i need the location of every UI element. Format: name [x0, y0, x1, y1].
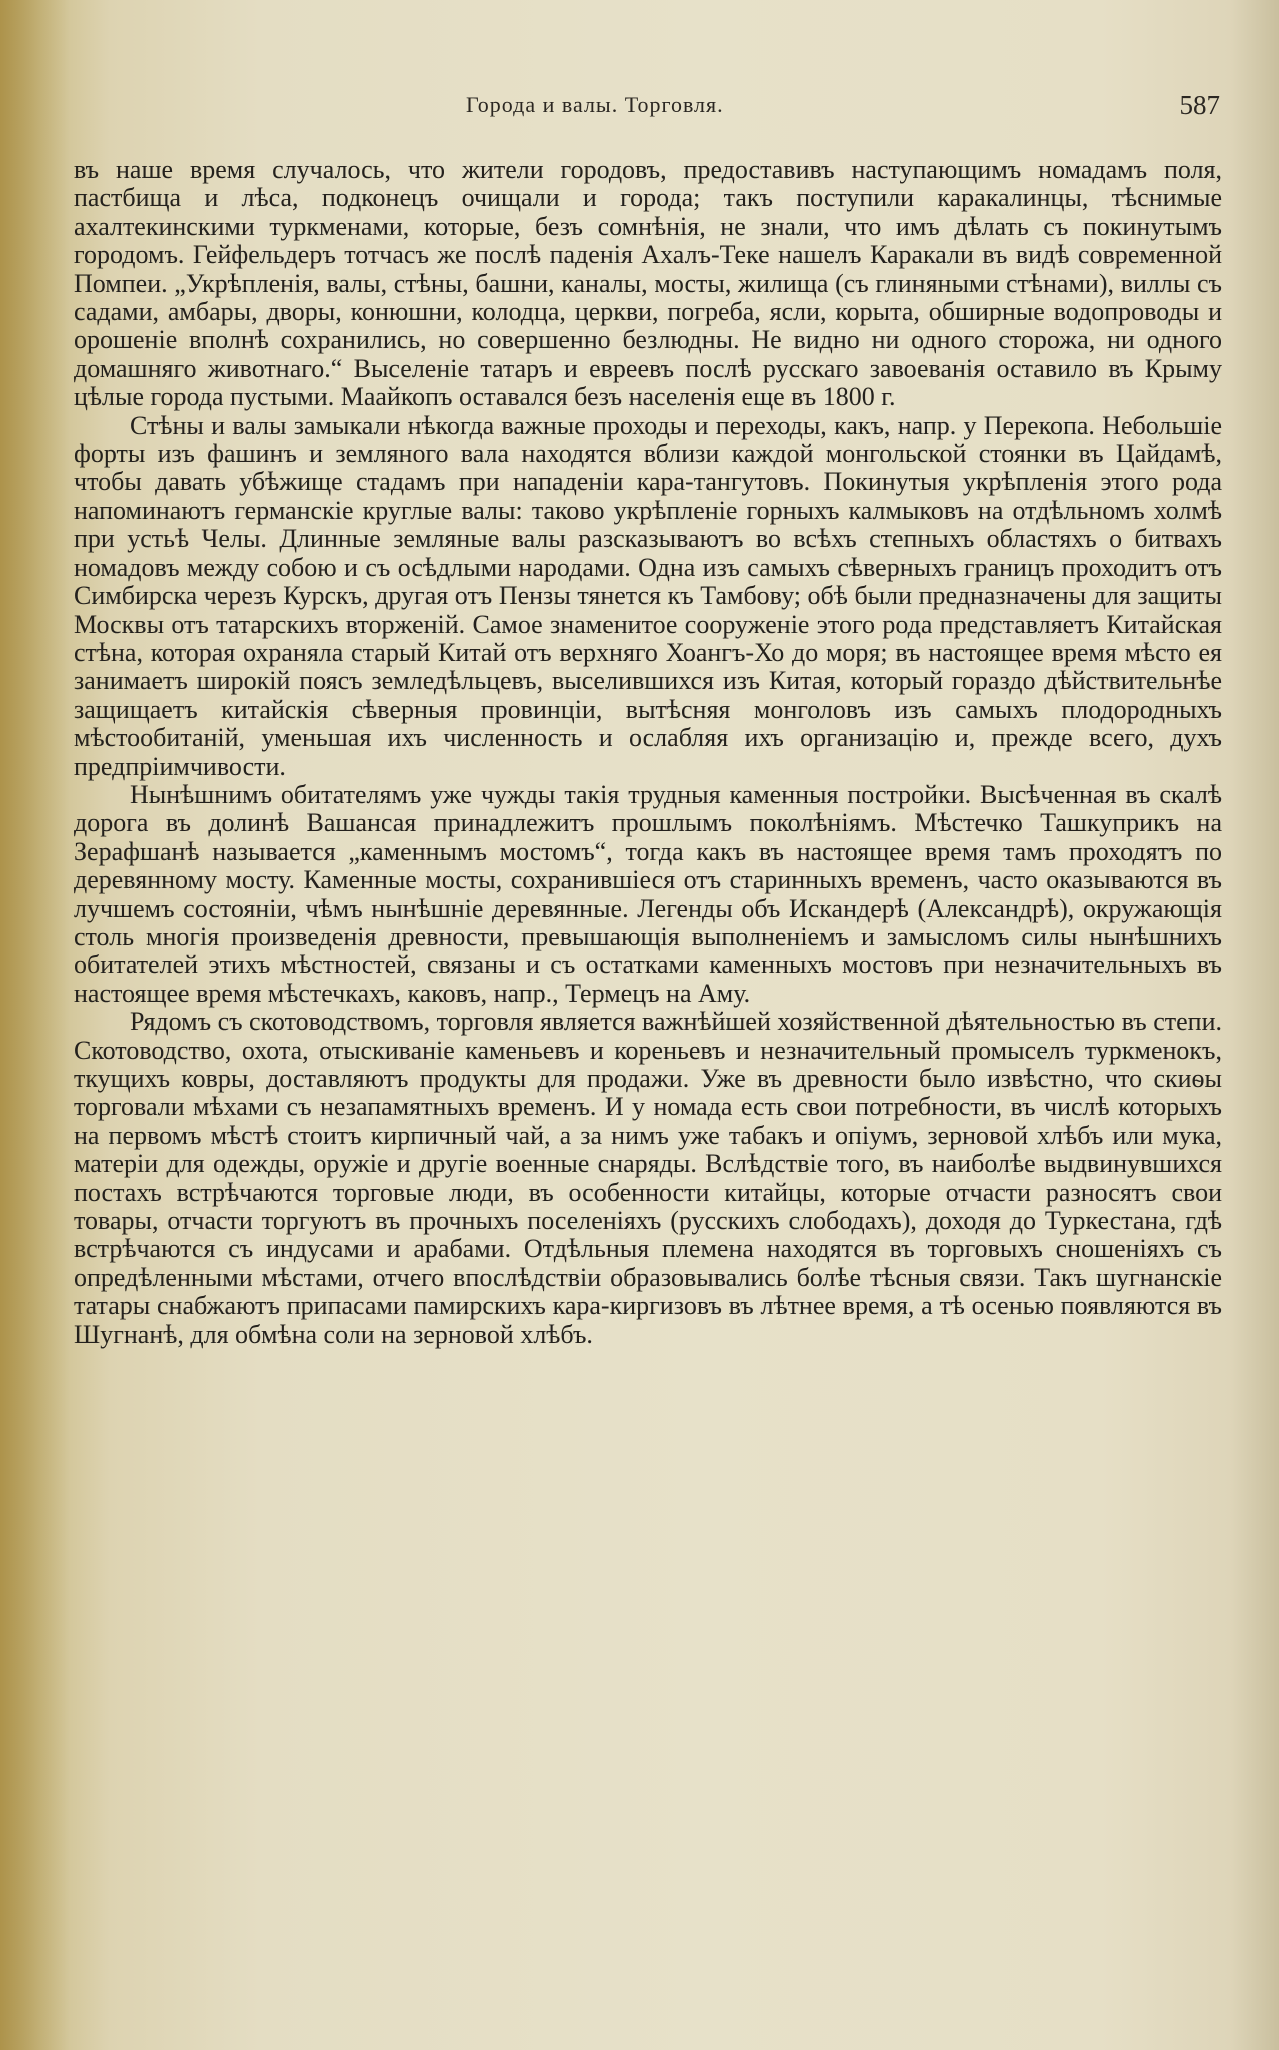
paragraph: Нынѣшнимъ обитателямъ уже чужды такія трудныя каменныя постройки. Высѣченная въ скалѣ дорога въ долинѣ Вашансая принадлежитъ прошлымъ поколѣніямъ. Мѣстечко Ташкуприкъ на Зерафшанѣ называется „каменнымъ мостомъ“, тогда какъ въ настоящее время тамъ проходятъ по деревянному мосту. Каменные мосты, сохранившіеся отъ старинныхъ временъ, часто оказываются въ лучшемъ состояніи, чѣмъ нынѣшніе деревянные. Легенды объ Искандерѣ (Александрѣ), окружающія столь многія произведенія древности, превышающія выполненіемъ и замысломъ силы нынѣшнихъ обитателей этихъ мѣстностей, связаны и съ остатками каменныхъ мостовъ при незначительныхъ въ настоящее время мѣстечкахъ, каковъ, напр., Термецъ на Аму. — [74, 779, 1222, 1008]
running-head: Города и валы. Торговля. — [466, 92, 724, 117]
page-number: 587 — [1179, 90, 1220, 120]
page-header — [150, 92, 1250, 132]
paragraph: Стѣны и валы замыкали нѣкогда важные проходы и переходы, какъ, напр. у Перекопа. Небольшіе форты изъ фашинъ и земляного вала находятся вблизи каждой монгольской стоянки въ Цайдамѣ, чтобы давать убѣжище стадамъ при нападеніи кара-тангутовъ. Покинутыя укрѣпленія этого рода напоминаютъ германскіе круглые валы: таково укрѣпленіе горныхъ калмыковъ на отдѣльномъ холмѣ при устьѣ Челы. Длинные земляные валы разсказываютъ во всѣхъ степныхъ областяхъ о битвахъ номадовъ между собою и съ осѣдлыми народами. Одна изъ самыхъ сѣверныхъ границъ проходитъ отъ Симбирска черезъ Курскъ, другая отъ Пензы тянется къ Тамбову; обѣ были предназначены для защиты Москвы отъ татарскихъ вторженій. Самое знаменитое сооруженіе этого рода представляетъ Китайская стѣна, которая охраняла старый Китай отъ верхняго Хоангъ-Хо до моря; въ настоящее время мѣсто ея занимаетъ широкій поясъ земледѣльцевъ, выселившихся изъ Китая, который гораздо дѣйствительнѣе защищаетъ китайскія сѣверныя провинціи, вытѣсняя монголовъ изъ самыхъ плодородныхъ мѣстообитаній, уменьшая ихъ численность и ослабляя ихъ организацію и, прежде всего, духъ предпріимчивости. — [74, 410, 1222, 781]
body-text — [74, 156, 1222, 1349]
paragraph: Рядомъ съ скотоводствомъ, торговля является важнѣйшей хозяйственной дѣятельностью въ степи. Скотоводство, охота, отыскиваніе каменьевъ и кореньевъ и незначительный промыселъ туркменокъ, ткущихъ ковры, доставляютъ продукты для продажи. Уже въ древности было извѣстно, что скиѳы торговали мѣхами съ незапамятныхъ временъ. И у номада есть свои потребности, въ числѣ которыхъ на первомъ мѣстѣ стоитъ кирпичный чай, а за нимъ уже табакъ и опіумъ, зерновой хлѣбъ или мука, матеріи для одежды, оружіе и другіе военные снаряды. Вслѣдствіе того, въ наиболѣе выдвинувшихся постахъ встрѣчаются торговые люди, въ особенности китайцы, которые отчасти разносятъ свои товары, отчасти торгуютъ въ прочныхъ поселеніяхъ (русскихъ слободахъ), доходя до Туркестана, гдѣ встрѣчаются съ индусами и арабами. Отдѣльныя племена находятся въ торговыхъ сношеніяхъ съ опредѣленными мѣстами, отчего впослѣдствіи образовывались болѣе тѣсныя связи. Такъ шугнанскіе татары снабжаютъ припасами памирскихъ кара-киргизовъ въ лѣтнее время, а тѣ осенью появляются въ Шугнанѣ, для обмѣна соли на зерновой хлѣбъ. — [74, 1007, 1222, 1349]
paragraph: въ наше время случалось, что жители городовъ, предоставивъ наступающимъ номадамъ поля, пастбища и лѣса, подконецъ очищали и города; такъ поступили каракалинцы, тѣснимые ахалтекинскими туркменами, которые, безъ сомнѣнія, не знали, что имъ дѣлать съ покинутымъ городомъ. Гейфельдеръ тотчасъ же послѣ паденія Ахалъ-Теке нашелъ Каракали въ видѣ современной Помпеи. „Укрѣпленія, валы, стѣны, башни, каналы, мосты, жилища (съ глиняными стѣнами), виллы съ садами, амбары, дворы, конюшни, колодца, церкви, погреба, ясли, корыта, обширные водопроводы и орошеніе вполнѣ сохранились, но совершенно безлюдны. Не видно ни одного сторожа, ни одного домашняго животнаго.“ Выселеніе татаръ и евреевъ послѣ русскаго завоеванія оставило въ Крыму цѣлые города пустыми. Маайкопъ оставался безъ населенія еще въ 1800 г. — [74, 155, 1222, 412]
